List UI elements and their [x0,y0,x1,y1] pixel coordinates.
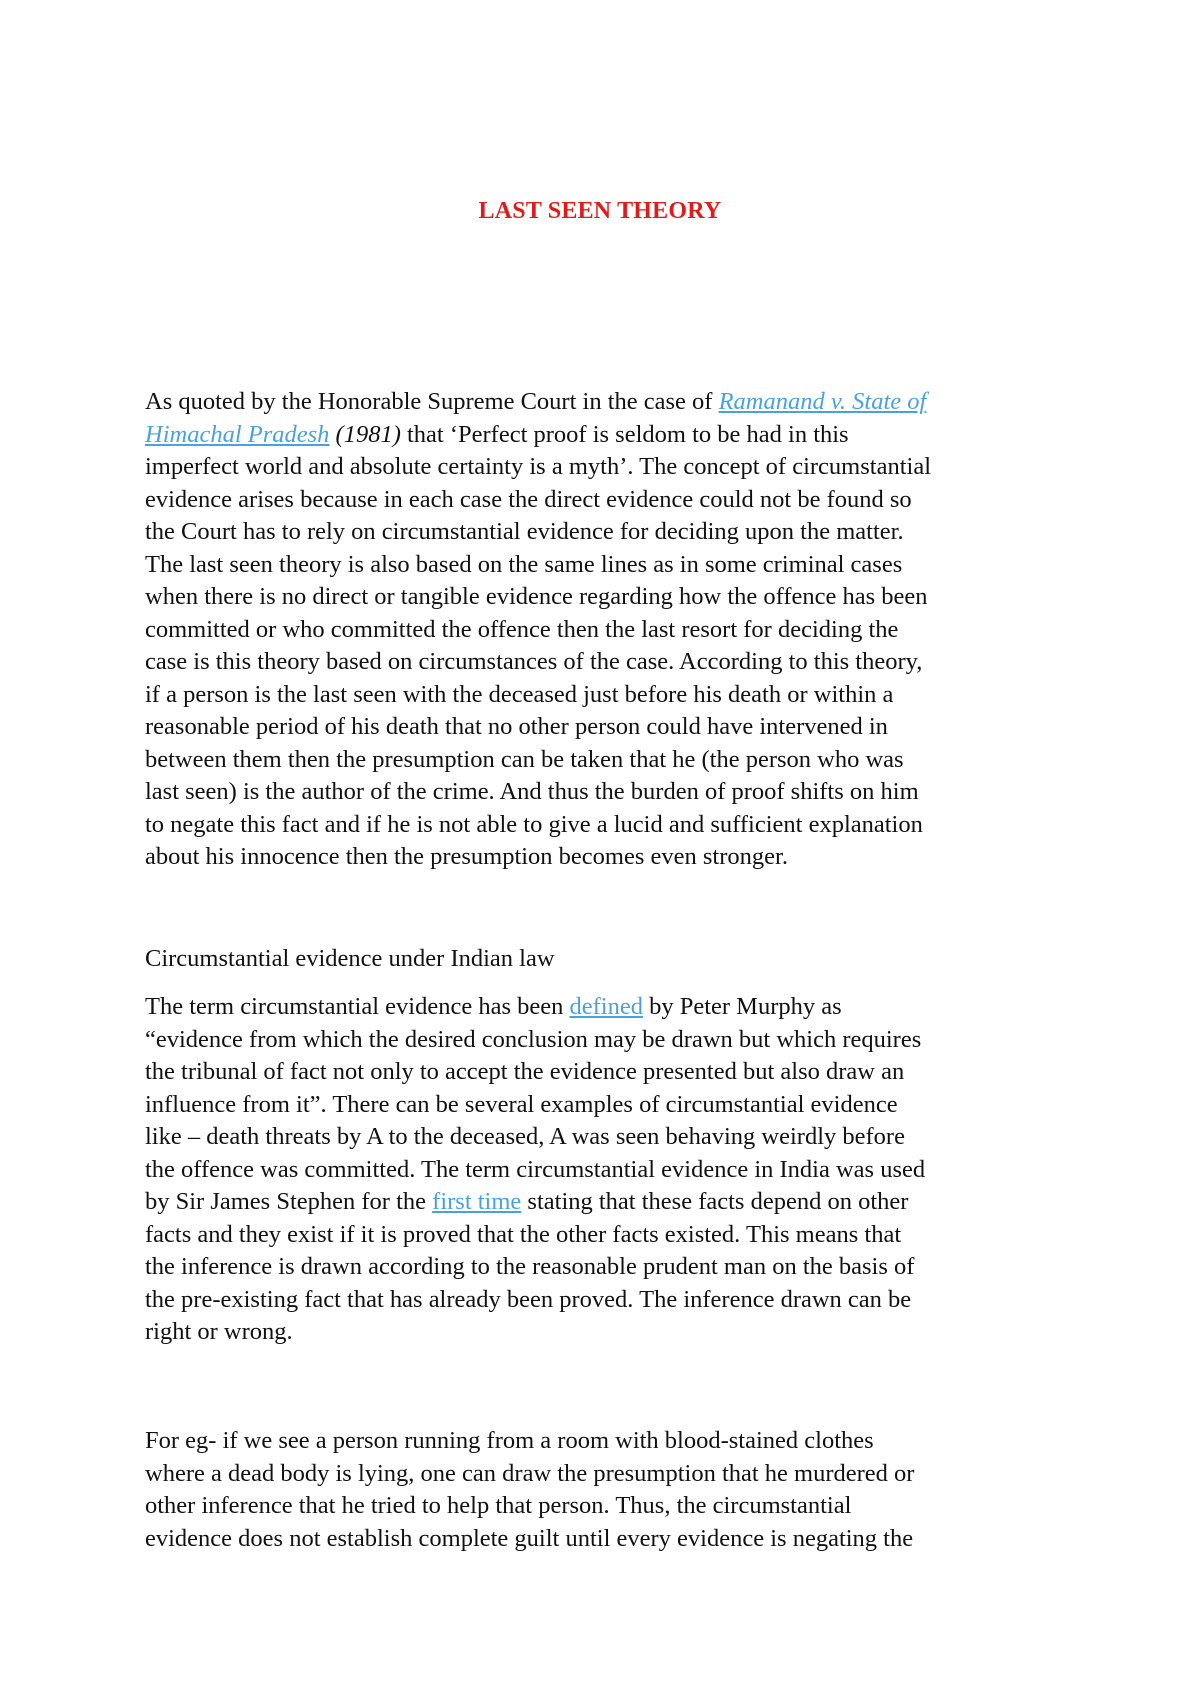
text-span: The term circumstantial evidence has been [145,993,570,1020]
text-line: right or wrong. [145,1318,293,1345]
text-line: like – death threats by A to the deceased, A was seen behaving weirdly before [145,1123,905,1150]
text-line: about his innocence then the presumption becomes even stronger. [145,843,788,870]
text-line: the Court has to rely on circumstantial evidence for deciding upon the matter. [145,518,904,545]
text-line: when there is no direct or tangible evidence regarding how the offence has been [145,583,928,610]
section-heading [145,943,1065,976]
text-line: influence from it”. There can be several examples of circumstantial evidence [145,1090,898,1118]
text-line: the tribunal of fact not only to accept the evidence presented but also draw an [145,1058,905,1085]
text-line: evidence does not establish complete guilt until every evidence is negating the [145,1524,914,1552]
case-year: (1981) [329,420,401,448]
first-time-link[interactable]: first time [432,1188,522,1215]
text-line: reasonable period of his death that no other person could have intervened in [145,713,888,740]
text-line: the inference is drawn according to the reasonable prudent man on the basis of [145,1253,915,1280]
text-line [145,386,1065,419]
paragraph-last-seen-intro [145,386,1065,874]
text-line: to negate this fact and if he is not able to give a lucid and sufficient explanation [145,810,923,838]
text-span: As quoted by the Honorable Supreme Court in the case of [145,388,719,415]
text-line: For eg- if we see a person running from a room with blood-stained clothes [145,1427,874,1454]
text-line: imperfect world and absolute certainty is a myth’. The concept of circumstantial [145,453,931,480]
text-line [145,1186,1065,1219]
text-line: committed or who committed the offence then the last resort for deciding the [145,615,899,643]
paragraph-example [145,1425,1065,1555]
defined-link[interactable]: defined [569,993,643,1020]
text-line: the offence was committed. The term circumstantial evidence in India was used [145,1155,926,1183]
text-line: “evidence from which the desired conclusion may be drawn but which requires [145,1025,922,1053]
text-span: that ‘Perfect proof is seldom to be had in this [400,420,849,448]
case-citation-link[interactable]: Ramanand v. State of [718,388,927,415]
case-citation-link-continued[interactable]: Himachal Pradesh [145,420,330,448]
section-heading-text: Circumstantial evidence under Indian law [145,945,555,972]
text-line [145,419,1065,452]
text-line: case is this theory based on circumstances of the case. According to this theory, [145,648,923,675]
document-title: LAST SEEN THEORY [478,198,722,224]
text-line: evidence arises because in each case the direct evidence could not be found so [145,485,912,513]
text-line: facts and they exist if it is proved that the other facts existed. This means that [145,1220,902,1248]
text-line: the pre-existing fact that has already been proved. The inference drawn can be [145,1285,912,1313]
text-line: The last seen theory is also based on the same lines as in some criminal cases [145,550,903,578]
text-line: other inference that he tried to help that person. Thus, the circumstantial [145,1492,852,1519]
text-line: between them then the presumption can be taken that he (the person who was [145,745,904,773]
text-line [145,991,1065,1024]
text-line: where a dead body is lying, one can draw the presumption that he murdered or [145,1459,915,1487]
text-line: last seen) is the author of the crime. And thus the burden of proof shifts on him [145,778,919,805]
paragraph-circumstantial-evidence [145,991,1065,1349]
text-span: by Peter Murphy as [642,993,842,1020]
text-line: if a person is the last seen with the deceased just before his death or within a [145,680,894,708]
text-span: by Sir James Stephen for the [145,1188,433,1215]
text-span: stating that these facts depend on other [521,1188,909,1215]
